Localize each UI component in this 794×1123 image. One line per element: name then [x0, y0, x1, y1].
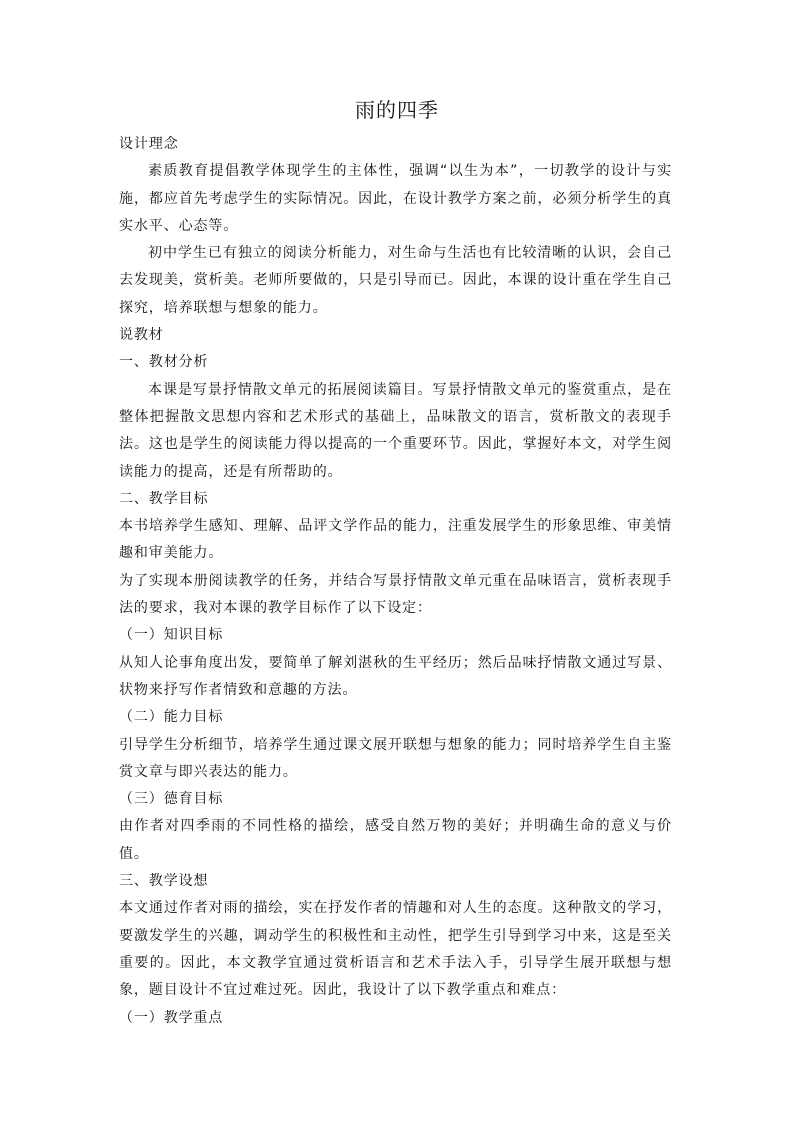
paragraph: （一）教学重点 — [119, 1009, 224, 1026]
paragraph: （三）德育目标 — [119, 791, 224, 808]
paragraph: 素质教育提倡教学体现学生的主体性，强调“以生为本”，一切教学的设计与实施，都应首先考虑学生的实际情况。因此，在设计教学方案之前，必须分析学生的真实水平、心态等。 — [119, 163, 672, 234]
paragraph: 三、教学设想 — [119, 873, 209, 890]
paragraph: 一、教材分析 — [119, 354, 209, 371]
paragraph: 初中学生已有独立的阅读分析能力，对生命与生活也有比较清晰的认识，会自己去发现美，赏析美。老师所要做的，只是引导而已。因此，本课的设计重在学生自己探究，培养联想与想象的能力。 — [119, 245, 672, 316]
paragraph: 为了实现本册阅读教学的任务，并结合写景抒情散文单元重在品味语言，赏析表现手法的要求，我对本课的教学目标作了以下设定： — [119, 572, 672, 617]
document-body — [119, 131, 672, 1032]
paragraph: 本课是写景抒情散文单元的拓展阅读篇目。写景抒情散文单元的鉴赏重点，是在整体把握散文思想内容和艺术形式的基础上，品味散文的语言，赏析散文的表现手法。这也是学生的阅读能力得以提高的一个重要环节。因此，掌握好本文，对学生阅读能力的提高，还是有所帮助的。 — [119, 381, 672, 480]
paragraph: 说教材 — [119, 327, 164, 344]
paragraph: 本文通过作者对雨的描绘，实在抒发作者的情趣和对人生的态度。这种散文的学习，要激发学生的兴趣，调动学生的积极性和主动性，把学生引导到学习中来，这是至关重要的。因此，本文教学宜通过赏析语言和艺术手法入手，引导学生展开联想与想象，题目设计不宜过难过死。因此，我设计了以下教学重点和难点： — [119, 900, 672, 999]
paragraph: （一）知识目标 — [119, 627, 224, 644]
paragraph: 设计理念 — [119, 136, 179, 152]
paragraph: 二、教学目标 — [119, 490, 209, 507]
paragraph: 从知人论事角度出发，要简单了解刘湛秋的生平经历；然后品味抒情散文通过写景、状物来抒写作者情致和意趣的方法。 — [119, 654, 672, 698]
paragraph: 本书培养学生感知、理解、品评文学作品的能力，注重发展学生的形象思维、审美情趣和审美能力。 — [119, 518, 672, 562]
paragraph: 引导学生分析细节，培养学生通过课文展开联想与想象的能力；同时培养学生自主鉴赏文章与即兴表达的能力。 — [119, 736, 672, 780]
paragraph: （二）能力目标 — [119, 709, 224, 726]
paragraph: 由作者对四季雨的不同性格的描绘，感受自然万物的美好；并明确生命的意义与价值。 — [119, 818, 672, 862]
document-title: 雨的四季 — [355, 98, 439, 122]
